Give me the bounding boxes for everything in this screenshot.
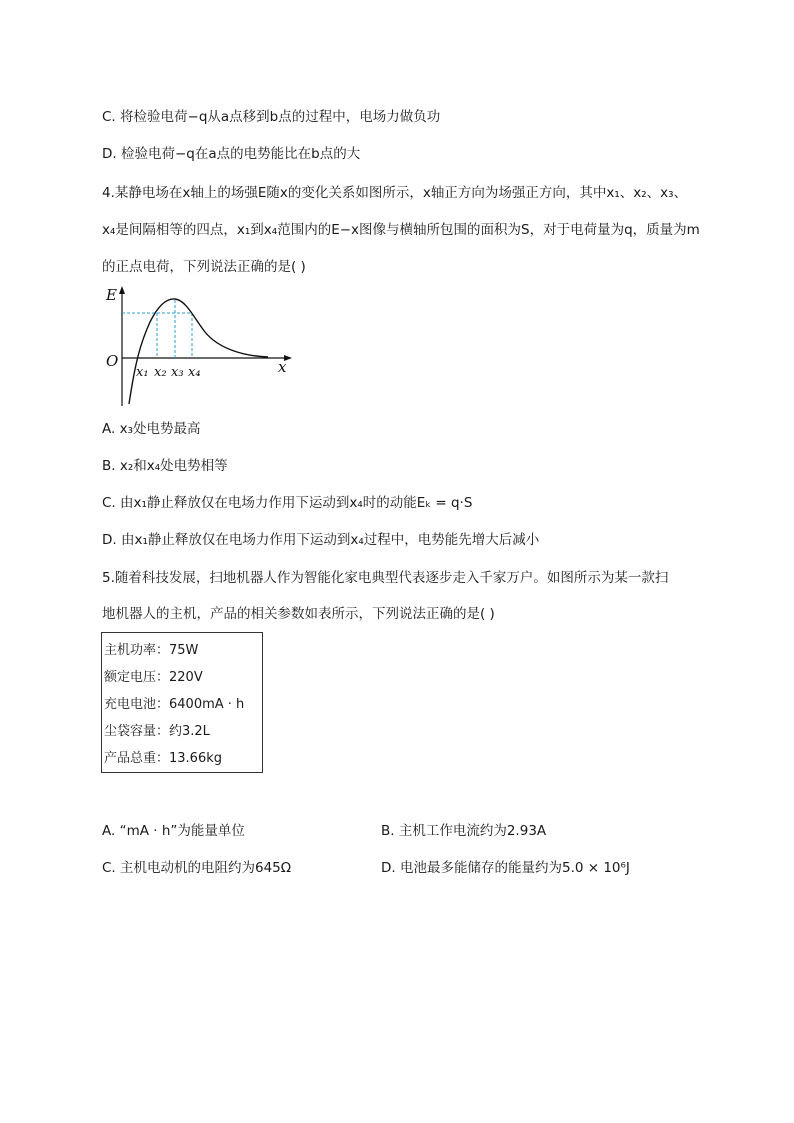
q5-option-d: D. 电池最多能储存的能量约为5.0 × 10⁶J [381,860,630,876]
q5-option-c: C. 主机电动机的电阻约为645Ω [102,860,292,876]
q4-option-a: A. x₃处电势最高 [102,421,201,437]
x-axis-label: x [278,358,287,376]
q5-stem-line-1: 5.随着科技发展，扫地机器人作为智能化家电典型代表逐步走入千家万户。如图所示为某一款扫 [102,570,669,586]
q4-option-d: D. 由x₁静止释放仅在电场力作用下运动到x₄过程中，电势能先增大后减小 [102,532,540,548]
q5-option-b: B. 主机工作电流约为2.93A [381,823,547,839]
spec-weight: 产品总重：13.66kg [104,751,222,766]
dashed-guides [122,300,192,358]
e-x-graph [102,284,302,408]
origin-label: O [106,352,119,370]
tick-x4: x₄ [188,365,201,380]
q3-option-c: C. 将检验电荷−q从a点移到b点的过程中，电场力做负功 [102,109,441,125]
q4-stem-line-2: x₄是间隔相等的四点，x₁到x₄范围内的E−x图像与横轴所包围的面积为S，对于电荷量为q，质量为m [102,222,700,238]
spec-power: 主机功率：75W [104,643,199,658]
q4-stem-line-1: 4.某静电场在x轴上的场强E随x的变化关系如图所示，x轴正方向为场强正方向，其中x₁、x₂、x₃、 [102,185,688,201]
spec-voltage: 额定电压：220V [104,670,203,685]
y-axis-label: E [106,286,117,304]
tick-x3: x₃ [171,365,184,380]
spec-table [101,632,263,773]
y-axis-arrow [119,286,125,294]
spec-battery: 充电电池：6400mA · h [104,697,245,712]
tick-x2: x₂ [154,365,167,380]
q3-option-d: D. 检验电荷−q在a点的电势能比在b点的大 [102,146,361,162]
q4-stem-line-3: 的正点电荷，下列说法正确的是( ) [102,259,306,275]
q5-stem-line-2: 地机器人的主机，产品的相关参数如表所示，下列说法正确的是( ) [102,606,495,622]
q5-option-a: A. “mA · h”为能量单位 [102,823,245,839]
q4-option-c: C. 由x₁静止释放仅在电场力作用下运动到x₄时的动能Eₖ = q·S [102,495,473,511]
spec-dust-bag: 尘袋容量：约3.2L [104,724,210,739]
tick-x1: x₁ [136,365,149,380]
e-x-curve [129,299,268,404]
q4-option-b: B. x₂和x₄处电势相等 [102,458,228,474]
